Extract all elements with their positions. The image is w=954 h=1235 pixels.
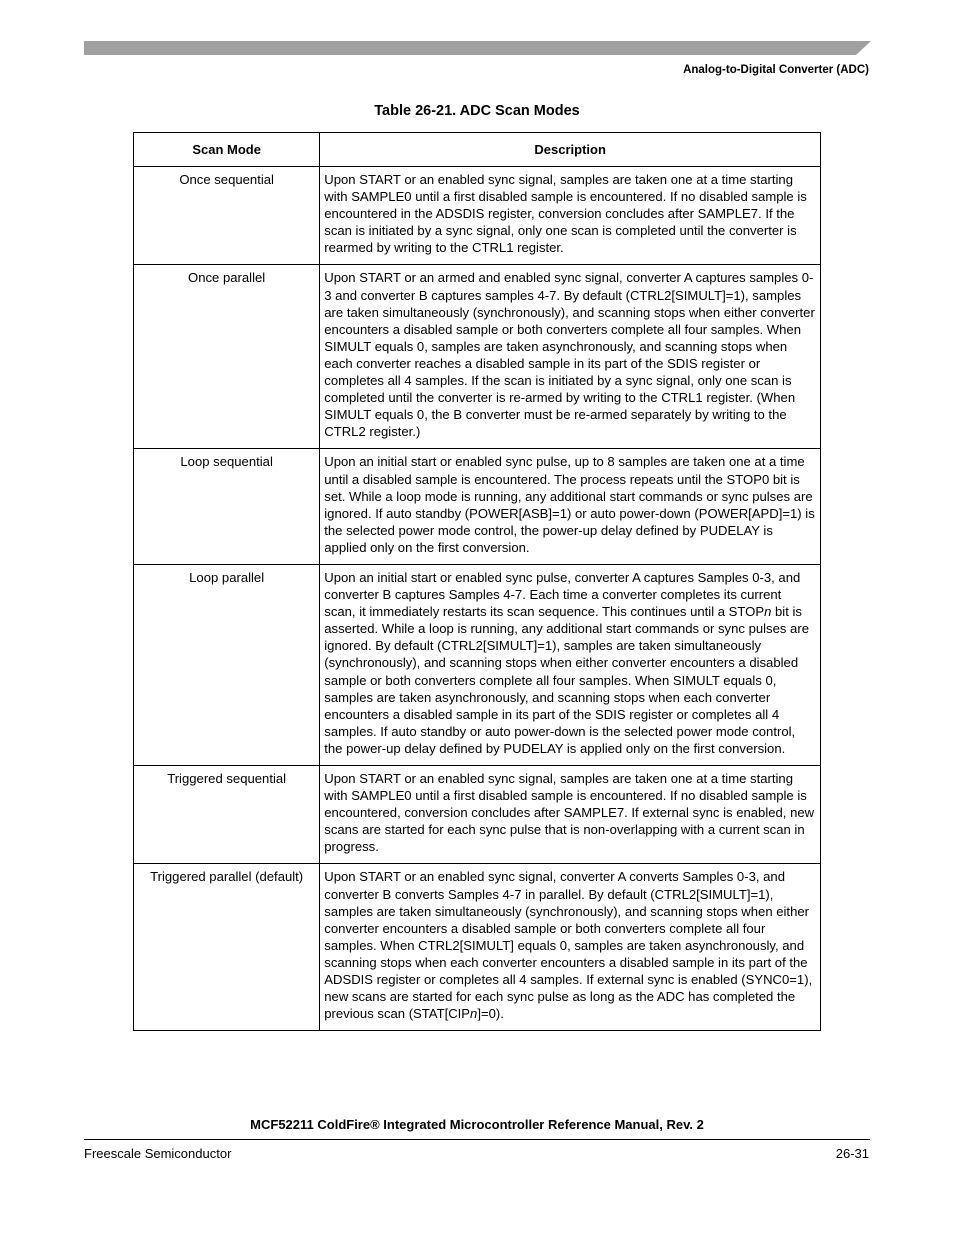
- manual-title: MCF52211 ColdFire® Integrated Microcontroller Reference Manual, Rev. 2: [250, 1117, 704, 1132]
- table-row: [134, 265, 821, 449]
- scan-mode-cell: Loop sequential: [134, 449, 320, 565]
- table-row: [134, 766, 821, 864]
- italic-variable: n: [470, 1006, 478, 1022]
- table-header-row: [134, 133, 821, 167]
- table-row: [134, 167, 821, 265]
- chapter-title: Analog-to-Digital Converter (ADC): [683, 64, 869, 76]
- table-row: [134, 449, 821, 565]
- description-text: Upon an initial start or enabled sync pulse, up to 8 samples are taken one at a time until a disabled sample is encountered. The process repeats until the STOP0 bit is set. While a loop mode is running, any additional start commands or sync pulses are ignored. If auto standby (POWER[ASB]=1) or auto power-down (POWER[APD]=1) is the selected power mode control, the power-up delay defined by PUDELAY is applied only on the first conversion.: [324, 454, 815, 555]
- description-cell: [320, 564, 821, 765]
- table-body: [134, 167, 821, 1031]
- description-cell: [320, 449, 821, 565]
- table-row: [134, 864, 821, 1031]
- description-cell: [320, 864, 821, 1031]
- scan-mode-cell: Triggered parallel (default): [134, 864, 320, 1031]
- italic-variable: n: [764, 604, 772, 620]
- scan-mode-cell: Triggered sequential: [134, 766, 320, 864]
- description-cell: [320, 167, 821, 265]
- column-header-description: Description: [320, 133, 821, 167]
- header-bar: [84, 41, 871, 55]
- description-text: Upon START or an armed and enabled sync signal, converter A captures samples 0-3 and converter B captures samples 4-7. By default (CTRL2[SIMULT]=1), samples are taken simultaneously (synchronously), and scanning stops when either converter encounters a disabled sample or both converters complete all four samples. When SIMULT equals 0, samples are taken asynchronously, and scanning stops when each converter reaches a disabled sample in its part of the SDIS register or completes all 4 samples. If the scan is initiated by a sync signal, only one scan is completed until the converter is re-armed by writing to the CTRL1 register. (When SIMULT equals 0, the B converter must be re-armed separately by writing to the CTRL2 register.): [324, 270, 815, 440]
- scan-mode-cell: Once sequential: [134, 167, 320, 265]
- company-name: Freescale Semiconductor: [84, 1146, 232, 1161]
- table-caption: Table 26-21. ADC Scan Modes: [374, 103, 580, 119]
- footer-divider: [84, 1139, 870, 1140]
- page-number: 26-31: [835, 1146, 869, 1161]
- scan-mode-cell: Loop parallel: [134, 564, 320, 765]
- description-text: Upon START or an enabled sync signal, converter A converts Samples 0-3, and converter B converts Samples 4-7 in parallel. By default (CTRL2[SIMULT]=1), samples are taken simultaneously (synchronously), and scanning stops when either converter encounters a disabled sample or both converters complete all four samples. When CTRL2[SIMULT] equals 0, samples are taken asynchronously, and scanning stops when each converter encounters a disabled sample in its part of the ADSDIS register or completes all 4 samples. If external sync is enabled (SYNC0=1), new scans are started for each sync pulse as long as the ADC has completed the previous scan (STAT[CIP: [324, 869, 813, 1022]
- column-header-scan-mode: Scan Mode: [134, 133, 320, 167]
- table-row: [134, 564, 821, 765]
- description-text: Upon START or an enabled sync signal, samples are taken one at a time starting with SAMPLE0 until a first disabled sample is encountered. If no disabled sample is encountered in the ADSDIS register, conversion concludes after SAMPLE7. If the scan is initiated by a sync signal, only one scan is completed until the converter is rearmed by writing to the CTRL1 register.: [324, 172, 807, 256]
- description-cell: [320, 265, 821, 449]
- scan-mode-cell: Once parallel: [134, 265, 320, 449]
- description-text: bit is asserted. While a loop is running, any additional start commands or sync pulses are ignored. By default (CTRL2[SIMULT]=1), samples are taken simultaneously (synchronously), and scanning stops when either converter encounters a disabled sample or both converters complete all four samples. When SIMULT equals 0, samples are taken asynchronously, and scanning stops when each converter encounters a disabled sample in its part of the SDIS register or completes all 4 samples. If auto standby or auto power-down is the selected power mode control, the power-up delay defined by PUDELAY is applied only on the first conversion.: [324, 604, 809, 756]
- adc-scan-modes-table: [133, 132, 821, 1031]
- description-text: Upon an initial start or enabled sync pulse, converter A captures Samples 0-3, and converter B captures Samples 4-7. Each time a converter completes its current scan, it immediately restarts its scan sequence. This continues until a STOP: [324, 569, 801, 620]
- description-cell: [320, 766, 821, 864]
- description-text: Upon START or an enabled sync signal, samples are taken one at a time starting with SAMPLE0 until a first disabled sample is encountered. If no disabled sample is encountered, conversion concludes after SAMPLE7. If external sync is enabled, new scans are started for each sync pulse that is non-overlapping with a current scan in progress.: [324, 771, 815, 855]
- description-text: ]=0).: [477, 1006, 504, 1022]
